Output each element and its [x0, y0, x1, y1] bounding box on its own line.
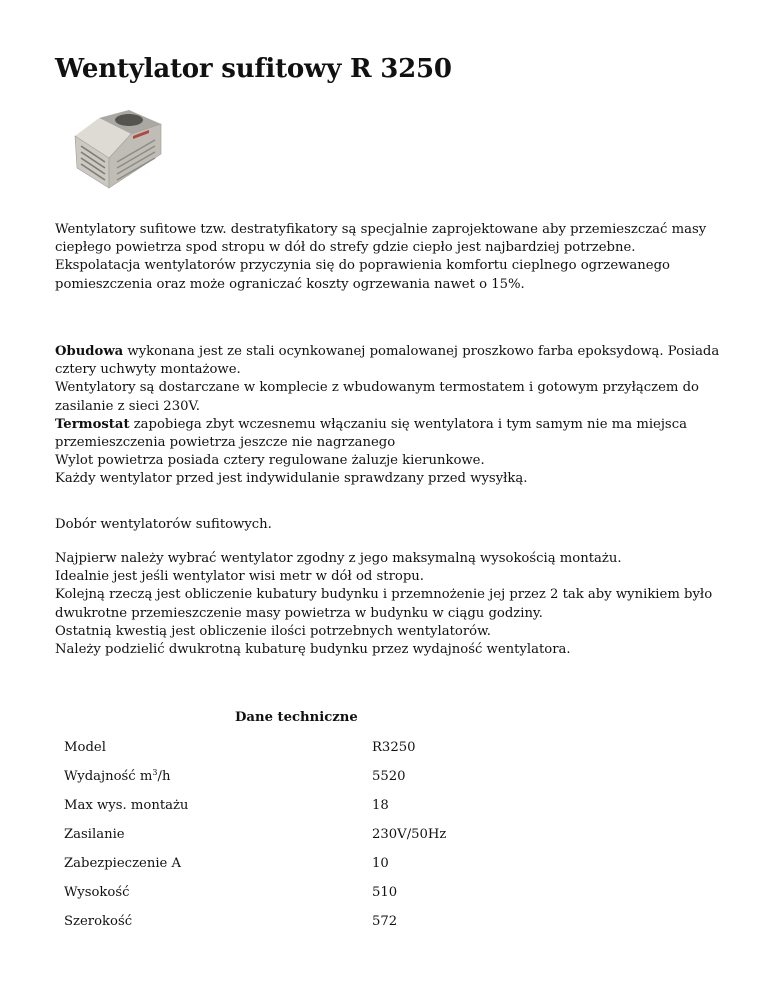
table-row — [55, 791, 675, 820]
selection-line: Ostatnią kwestią jest obliczenie ilości potrzebnych wentylatorów. — [55, 623, 491, 639]
spec-table-title: Dane techniczne — [235, 710, 358, 725]
spec-key: Model — [64, 740, 106, 755]
selection-heading-text: Dobór wentylatorów sufitowych. — [55, 517, 272, 532]
intro-line: Wentylatory sufitowe tzw. destratyfikatory są specjalnie zaprojektowane aby przemieszczać masy — [55, 222, 707, 237]
table-row — [55, 733, 675, 762]
flow-unit: /h — [157, 769, 171, 784]
table-row — [55, 878, 675, 907]
intro-paragraph — [55, 221, 715, 294]
housing-line: zasilanie z sieci 230V. — [55, 398, 200, 414]
spec-key: Szerokość — [64, 914, 133, 929]
selection-line: dwukrotne przemieszczenie masy powietrza w budynku w ciągu godziny. — [55, 605, 543, 621]
obudowa-label: Obudowa — [55, 344, 124, 359]
obudowa-text: wykonana jest ze stali ocynkowanej pomalowanej proszkowo farba epoksydową. Posiada — [123, 344, 720, 359]
housing-line: Każdy wentylator przed jest indywidulanie sprawdzany przed wysyłką. — [55, 471, 528, 487]
termostat-label: Termostat — [55, 416, 130, 432]
spec-table — [55, 733, 675, 936]
flow-sup: 3 — [152, 768, 158, 777]
spec-key: Wysokość — [64, 885, 130, 900]
spec-value: 572 — [372, 914, 398, 929]
spec-value: 230V/50Hz — [372, 827, 447, 842]
housing-line: Wylot powietrza posiada cztery regulowane żaluzje kierunkowe. — [55, 453, 485, 469]
spec-value: 5520 — [372, 769, 406, 784]
selection-heading — [55, 516, 715, 534]
table-row — [55, 762, 675, 791]
spec-key — [64, 762, 170, 791]
spec-value: R3250 — [372, 740, 416, 755]
selection-line: Należy podzielić dwukrotną kubaturę budynku przez wydajność wentylatora. — [55, 642, 571, 658]
spec-value: 510 — [372, 885, 398, 900]
spec-key: Max wys. montażu — [64, 798, 189, 813]
housing-paragraph — [55, 343, 720, 489]
spec-value: 10 — [372, 856, 389, 871]
housing-line: cztery uchwyty montażowe. — [55, 362, 241, 378]
table-row — [55, 907, 675, 936]
spec-key: Zabezpieczenie A — [64, 856, 182, 871]
page-title: Wentylator sufitowy R 3250 — [55, 54, 452, 84]
intro-line: Ekspolatacja wentylatorów przyczynia się do poprawienia komfortu cieplnego ogrzewanego — [55, 258, 670, 274]
heater-product-image — [69, 96, 179, 200]
housing-line: przemieszczenia powietrza jeszcze nie nagrzanego — [55, 435, 396, 451]
selection-line: Kolejną rzeczą jest obliczenie kubatury budynku i przemnożenie jej przez 2 tak aby wynikiem było — [55, 587, 713, 603]
housing-line: Wentylatory są dostarczane w komplecie z wbudowanym termostatem i gotowym przyłączem do — [55, 380, 699, 396]
termostat-text: zapobiega zbyt wczesnemu włączaniu się wentylatora i tym samym nie ma miejsca — [129, 416, 687, 432]
table-row — [55, 820, 675, 849]
selection-line: Idealnie jest jeśli wentylator wisi metr w dół od stropu. — [55, 569, 424, 585]
intro-line: ciepłego powietrza spod stropu w dół do strefy gdzie ciepło jest najbardziej potrzebne. — [55, 240, 636, 256]
housing-line — [55, 416, 715, 434]
table-row — [55, 849, 675, 878]
intro-line: pomieszczenia oraz może ograniczać koszty ogrzewania nawet o 15%. — [55, 276, 525, 292]
housing-line — [55, 343, 720, 361]
spec-value: 18 — [372, 798, 389, 813]
selection-line: Najpierw należy wybrać wentylator zgodny z jego maksymalną wysokością montażu. — [55, 551, 622, 566]
flow-label: Wydajność m — [64, 769, 153, 784]
spec-key: Zasilanie — [64, 827, 125, 842]
selection-paragraph — [55, 550, 715, 659]
